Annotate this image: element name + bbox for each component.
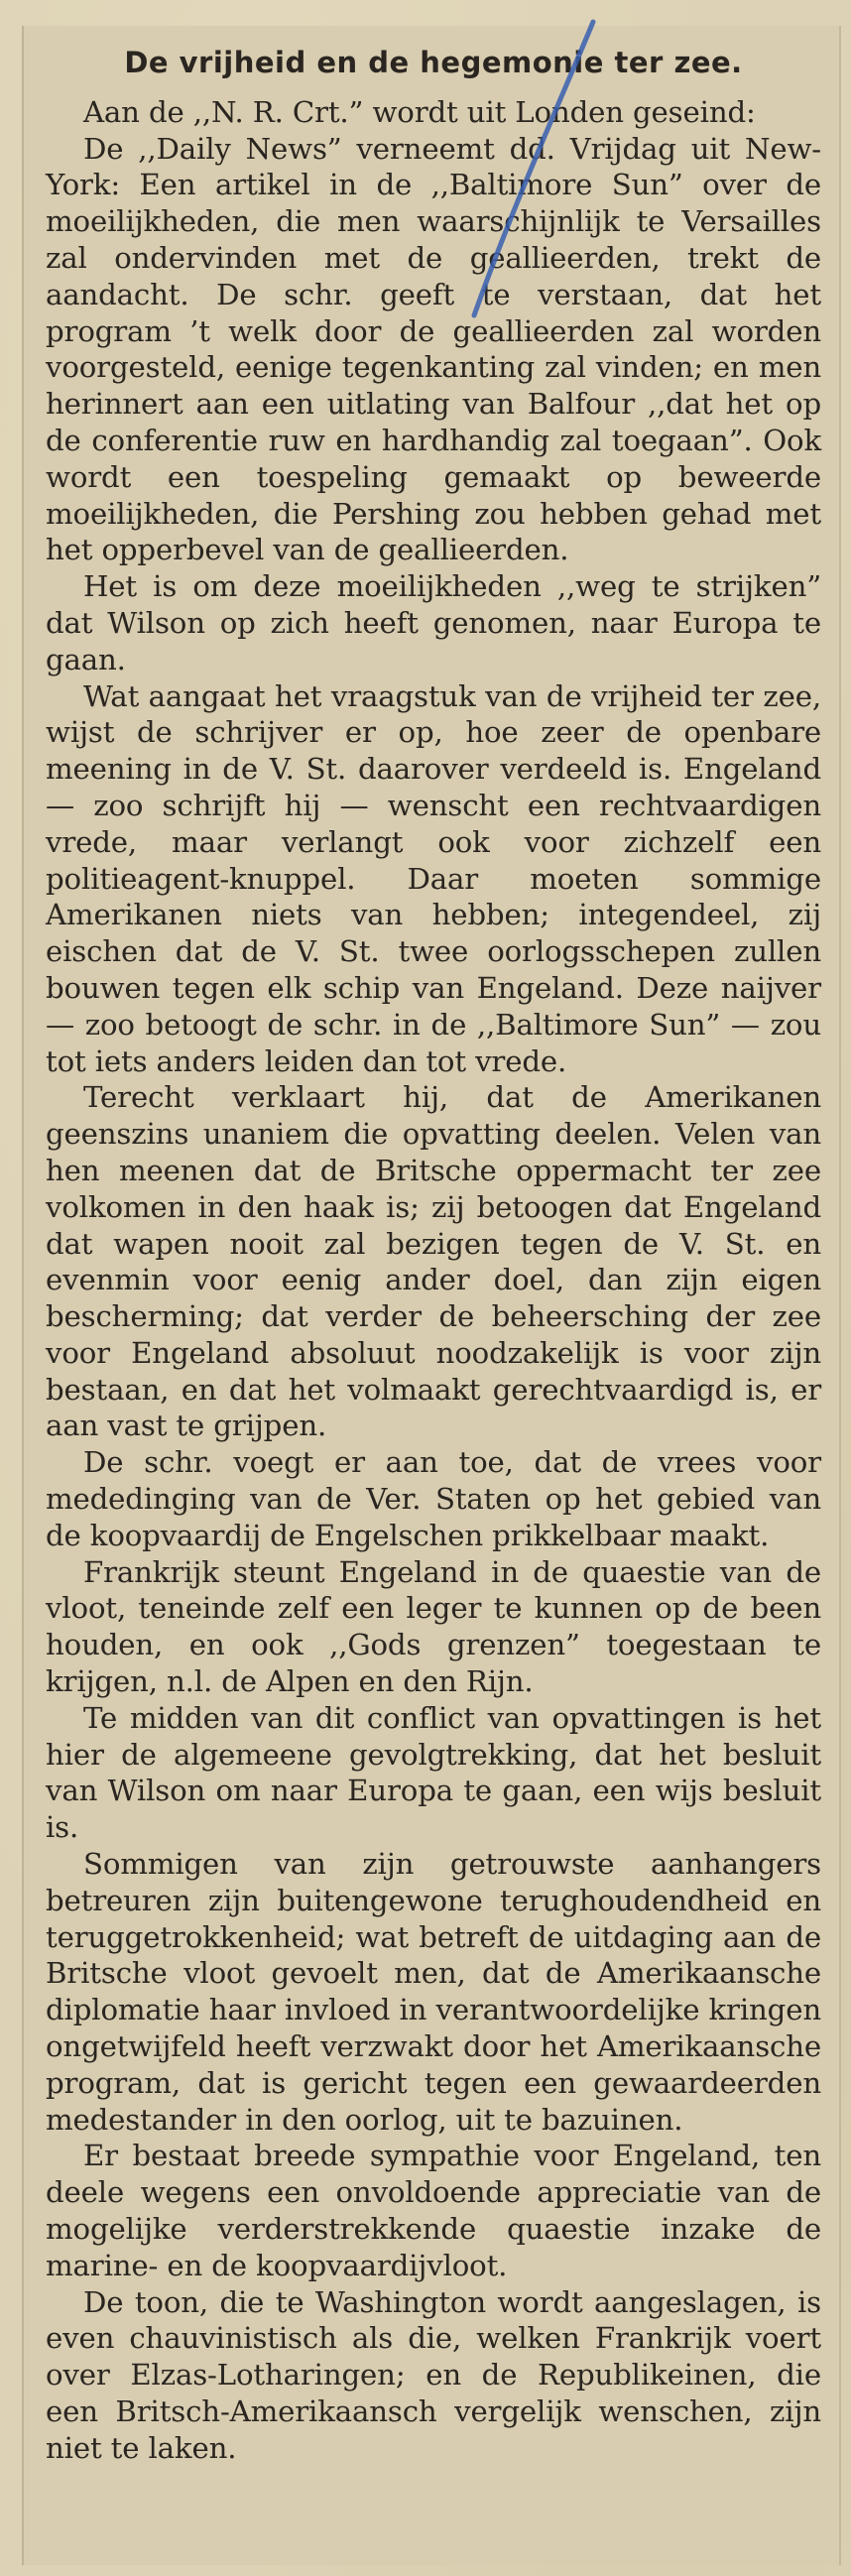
article-headline: De vrijheid en de hegemonie ter zee. [124, 46, 743, 79]
article-paragraph: Te midden van dit conflict van opvattingen is het hier de algemeene gevolgtrekking, dat het besluit van Wilson om naar Europa te gaan, een wijs besluit is. [46, 1700, 821, 1845]
article-paragraph: De ,,Daily News” verneemt dd. Vrijdag uit New-York: Een artikel in de ,,Baltimore Sun” over de moeilijkheden, die men waarschijnlijk te Versailles zal ondervinden met de geallieerden, trekt de aandacht. De schr. geeft te verstaan, dat het program ’t welk door de geallieerden zal worden voorgesteld, eenige tegenkanting zal vinden; en men herinnert aan een uitlating van Balfour ,,dat het op de conferentie ruw en hardhandig zal toegaan”. Ook wordt een toespeling gemaakt op beweerde moeilijkheden, die Pershing zou hebben gehad met het opperbevel van de geallieerden. [46, 131, 821, 567]
article-paragraph: Wat aangaat het vraagstuk van de vrijheid ter zee, wijst de schrijver er op, hoe zeer de openbare meening in de V. St. daarover verdeeld is. Engeland — zoo schrijft hij — wenscht een rechtvaardigen vrede, maar verlangt ook voor zichzelf een politieagent-knuppel. Daar moeten sommige Amerikanen niets van hebben; integendeel, zij eischen dat de V. St. twee oorlogsschepen zullen bouwen tegen elk schip van Engeland. Deze naijver — zoo betoogt de schr. in de ,,Baltimore Sun” — zou tot iets anders leiden dan tot vrede. [46, 678, 821, 1078]
article-paragraph: De toon, die te Washington wordt aangeslagen, is even chauvinistisch als die, welken Frankrijk voert over Elzas-Lotharingen; en de Republikeinen, die een Britsch-Amerikaansch vergelijk wenschen, zijn niet te laken. [46, 2284, 821, 2465]
newspaper-clipping [22, 26, 841, 2565]
article-paragraph: Sommigen van zijn getrouwste aanhangers betreuren zijn buitengewone terughoudendheid en teruggetrokkenheid; wat betreft de uitdaging aan de Britsche vloot gevoelt men, dat de Amerikaansche diplomatie haar invloed in verantwoordelijke kringen ongetwijfeld heeft verzwakt door het Amerikaansche program, dat is gericht tegen een gewaardeerden medestander in den oorlog, uit te bazuinen. [46, 1847, 821, 2137]
article-body [46, 94, 821, 2467]
article-paragraph: Het is om deze moeilijkheden ,,weg te strijken” dat Wilson op zich heeft genomen, naar Europa te gaan. [46, 569, 821, 676]
article-paragraph: Er bestaat breede sympathie voor Engeland, ten deele wegens een onvoldoende appreciatie van de mogelijke verderstrekkende quaestie inzake de marine- en de koopvaardijvloot. [46, 2139, 821, 2282]
article-paragraph: De schr. voegt er aan toe, dat de vrees voor mededinging van de Ver. Staten op het gebied van de koopvaardij de Engelschen prikkelbaar maakt. [46, 1445, 821, 1552]
article-paragraph: Frankrijk steunt Engeland in de quaestie van de vloot, teneinde zelf een leger te kunnen op de been houden, en ook ,,Gods grenzen” toegestaan te krijgen, n.l. de Alpen en den Rijn. [46, 1554, 821, 1699]
article-paragraph: Terecht verklaart hij, dat de Amerikanen geenszins unaniem die opvatting deelen. Velen van hen meenen dat de Britsche oppermacht ter zee volkomen in den haak is; zij betoogen dat Engeland dat wapen nooit zal bezigen tegen de V. St. en evenmin voor eenig ander doel, dan zijn eigen bescherming; dat verder de beheersching der zee voor Engeland absoluut noodzakelijk is voor zijn bestaan, en dat het volmaakt gerechtvaardigd is, er aan vast te grijpen. [46, 1080, 821, 1443]
article-paragraph: Aan de ,,N. R. Crt.” wordt uit Londen geseind: [83, 94, 756, 129]
